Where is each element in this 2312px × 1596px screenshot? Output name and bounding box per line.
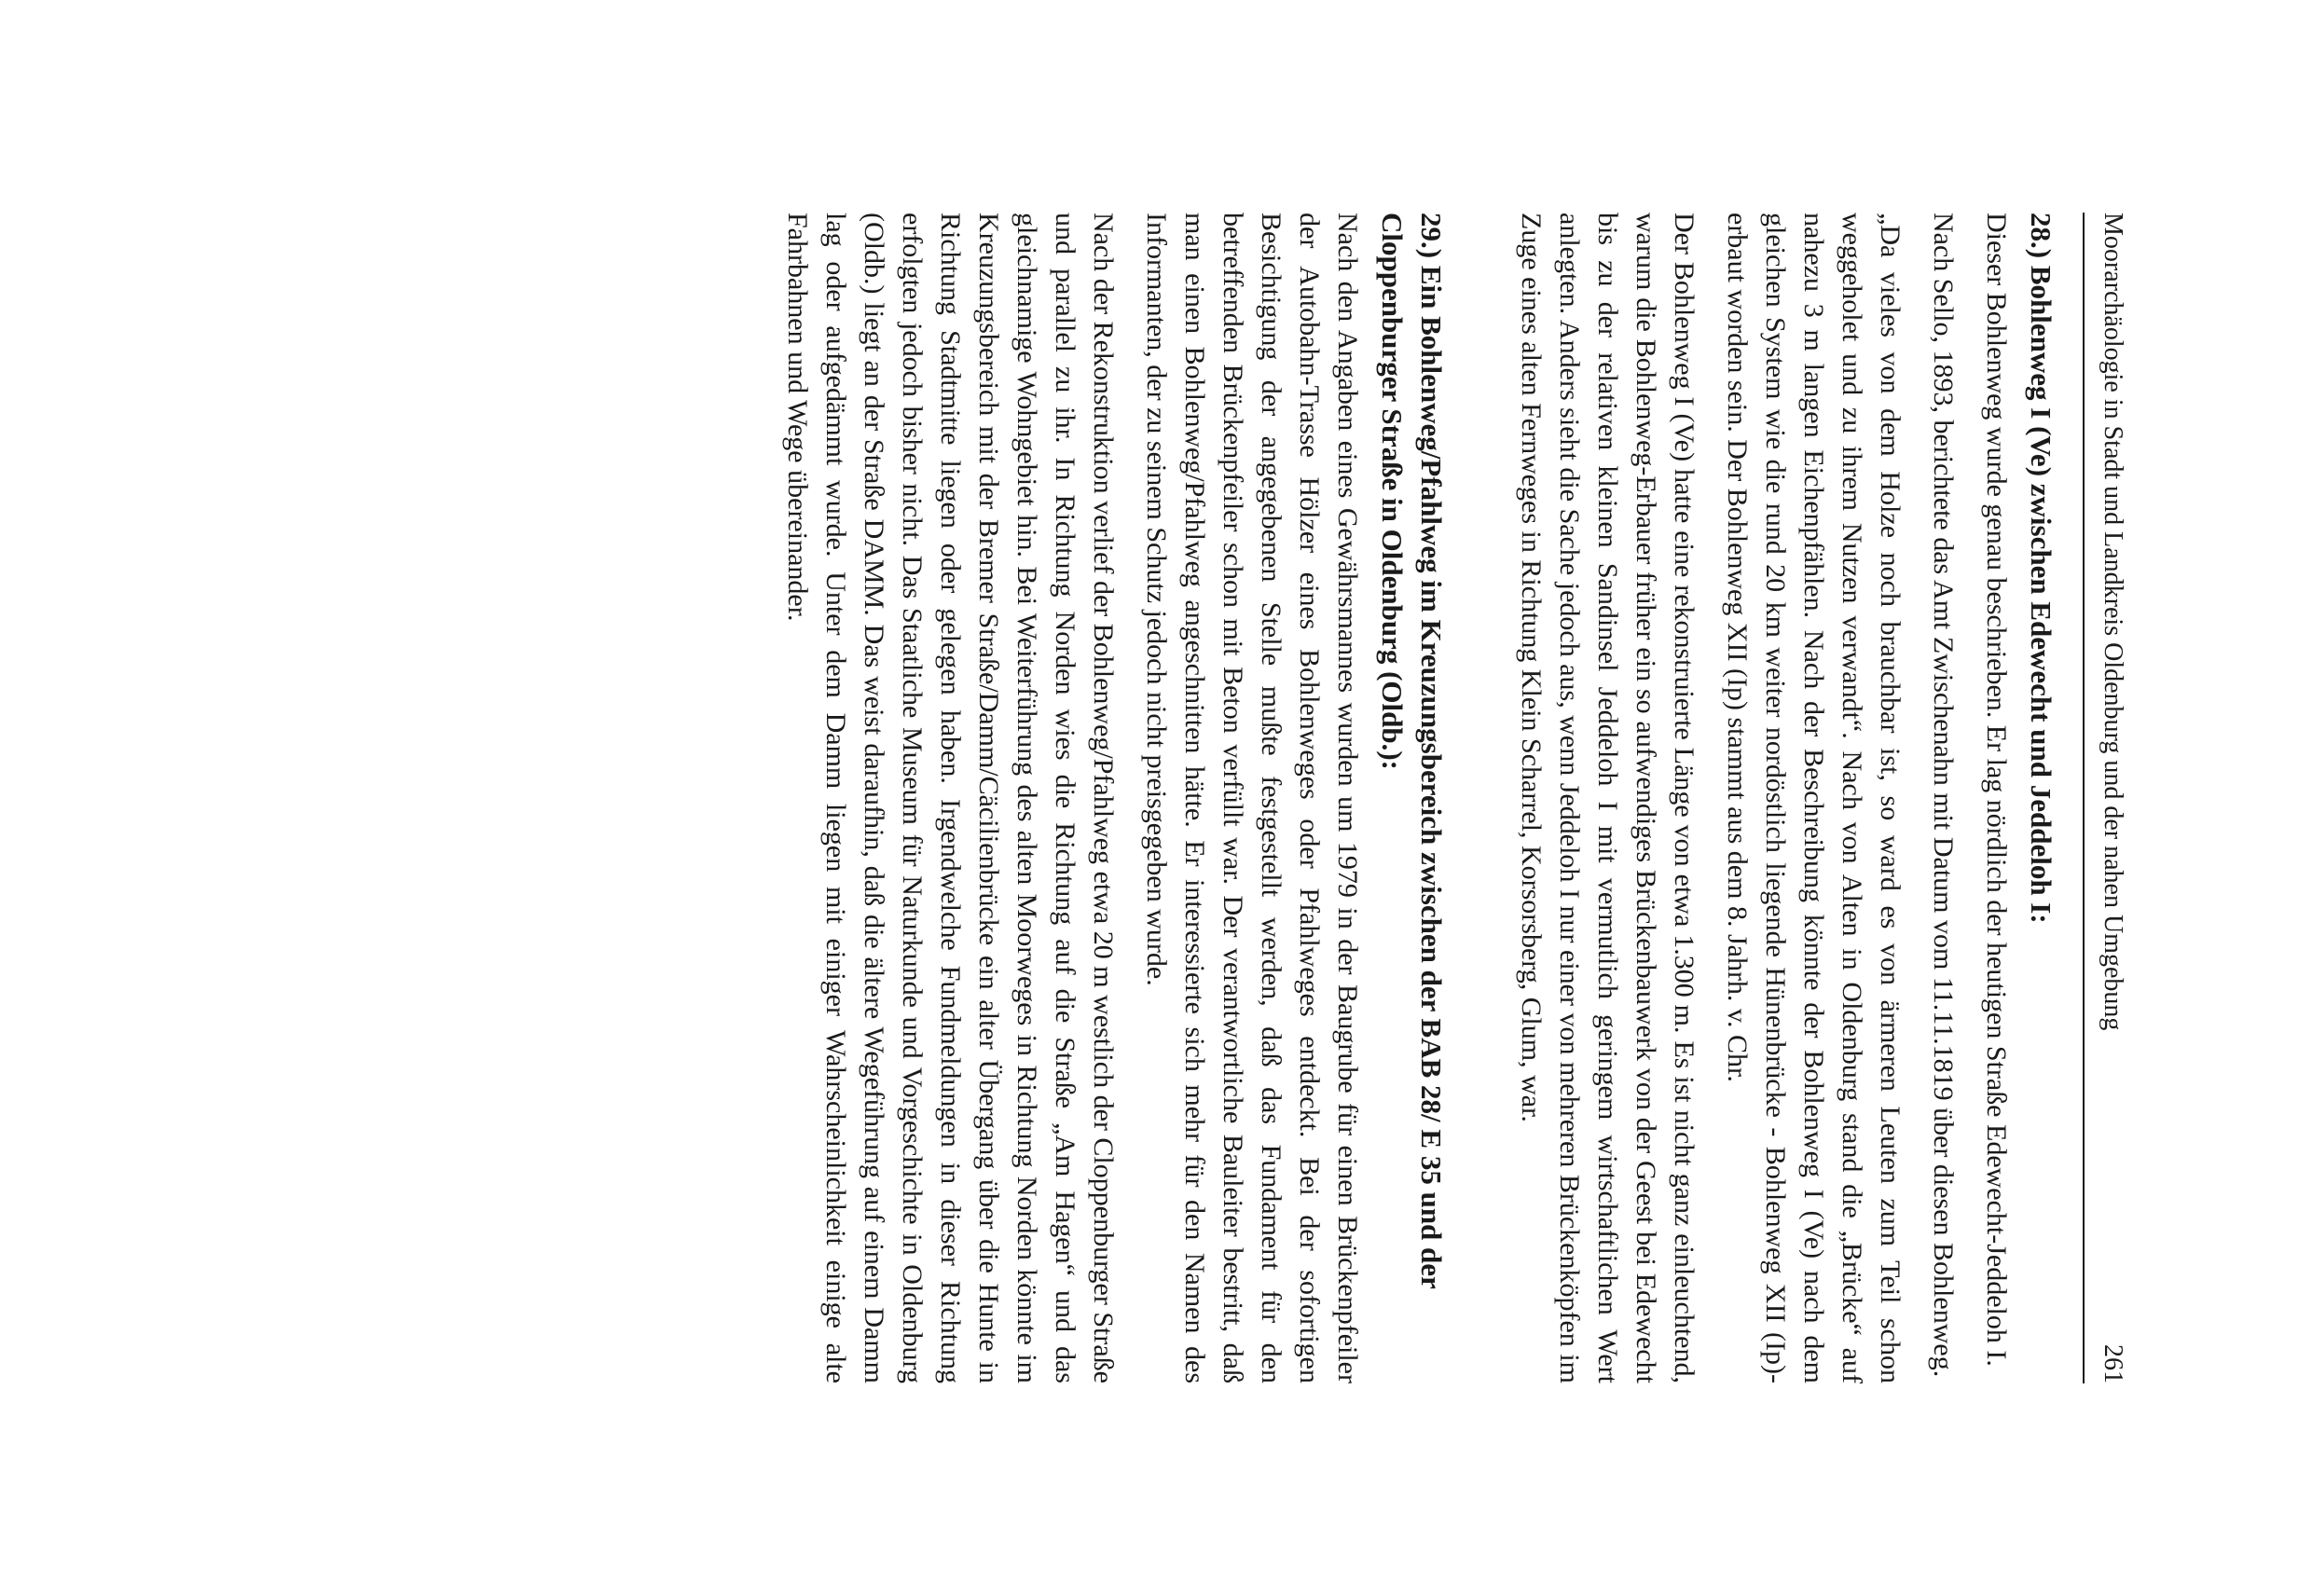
paragraph: Nach Sello, 1893, berichtete das Amt Zwischenahn mit Datum vom 11.11.1819 über diesen Bohlenweg. [1928,213,1959,1378]
running-header [2083,213,2144,1383]
paragraph: Der Bohlenweg I (Ve) hatte eine rekonstruierte Länge von etwa 1.300 m. Es ist nicht ganz einleuchtend, warum die Bohlenweg-Erbauer früher ein so aufwendiges Brückenbauwerk von der Geest bei Edewecht bis zu der relativen kleinen Sandinsel Jeddeloh I mit vermutlich geringem wirtschaftlichen Wert anlegten. Anders sieht die Sache jedoch aus, wenn Jeddeloh I nur einer von mehreren Brückenköpfen im Zuge eines alten Fernweges in Richtung Klein Scharrel, Korsorsberg, Glum, war. [1516,213,1700,1383]
paragraph: Nach der Rekonstruktion verlief der Bohlenweg/Pfahlweg etwa 20 m westlich der Cloppenburger Straße und parallel zu ihr. In Richtung Norden wies die Richtung auf die Straße „Am Hagen“ und das gleichnamige Wohngebiet hin. Bei Weiterführung des alten Moorweges in Richtung Norden könnte im Kreuzungsbereich mit der Bremer Straße/Damm/Cäcilienbrücke ein alter Übergang über die Hunte in Richtung Stadtmitte liegen oder gelegen haben. Irgendwelche Fundmeldungen in dieser Richtung erfolgten jedoch bisher nicht. Das Staatliche Museum für Naturkunde und Vorgeschichte in Oldenburg (Oldb.) liegt an der Straße DAMM. Das weist daraufhin, daß die ältere Wegeführung auf einem Damm lag oder aufgedämmt wurde. Unter dem Damm liegen mit einiger Wahrscheinlichkeit einige alte Fahrbahnen und Wege übereinander. [782,213,1119,1383]
paragraph: Dieser Bohlenweg wurde genau beschrieben. Er lag nördlich der heutigen Straße Edewecht-Jeddeloh I. [1981,213,2012,1367]
page-body [764,213,2060,1383]
section-28 [1512,213,2060,1383]
page-number: 261 [2099,1344,2127,1383]
section-heading: 28.) Bohlenweg I (Ve) zwischen Edewecht und Jeddeloh I: [2025,213,2057,924]
paragraph: „Da vieles von dem Holze noch brauchbar ist, so ward es von ärmeren Leuten zum Teil schon weggeholet und zu ihrem Nutzen verwandt“. Nach von Alten in Oldenburg stand die „Brücke“ auf nahezu 3 m langen Eichenpfählen. Nach der Beschreibung könnte der Bohlenweg I (Ve) nach dem gleichen System wie die rund 20 km weiter nordöstlich liegende Hünenbrücke - Bohlenweg XII (Ip)- erbaut worden sein. Der Bohlenweg XII (Ip) stammt aus dem 8. Jahrh. v. Chr. [1722,213,1906,1383]
paragraph: Nach den Angaben eines Gewährsmannes wurden um 1979 in der Baugrube für einen Brückenpfeiler der Autobahn-Trasse Hölzer eines Bohlenweges oder Pfahlweges entdeckt. Bei der sofortigen Besichtigung der angegebenen Stelle mußte festgestellt werden, daß das Fundament für den betreffenden Brückenpfeiler schon mit Beton verfüllt war. Der verantwortliche Bauleiter bestritt, daß man einen Bohlenweg/Pfahlweg angeschnitten hätte. Er interessierte sich mehr für den Namen des Informanten, der zu seinem Schutz jedoch nicht preisgegeben wurde. [1141,213,1363,1383]
header-title: Moorarchäologie in Stadt und Landkreis Oldenburg und der nahen Umgebung [2099,213,2127,1031]
section-heading: 29.) Ein Bohlenweg/Pfahlweg im Kreuzungsbereich zwischen der BAB 28/ E 35 und der Cloppenburger Straße in Oldenburg (Oldb.): [1376,213,1448,1289]
section-29 [778,213,1451,1383]
section-spacer [1451,213,1497,1383]
